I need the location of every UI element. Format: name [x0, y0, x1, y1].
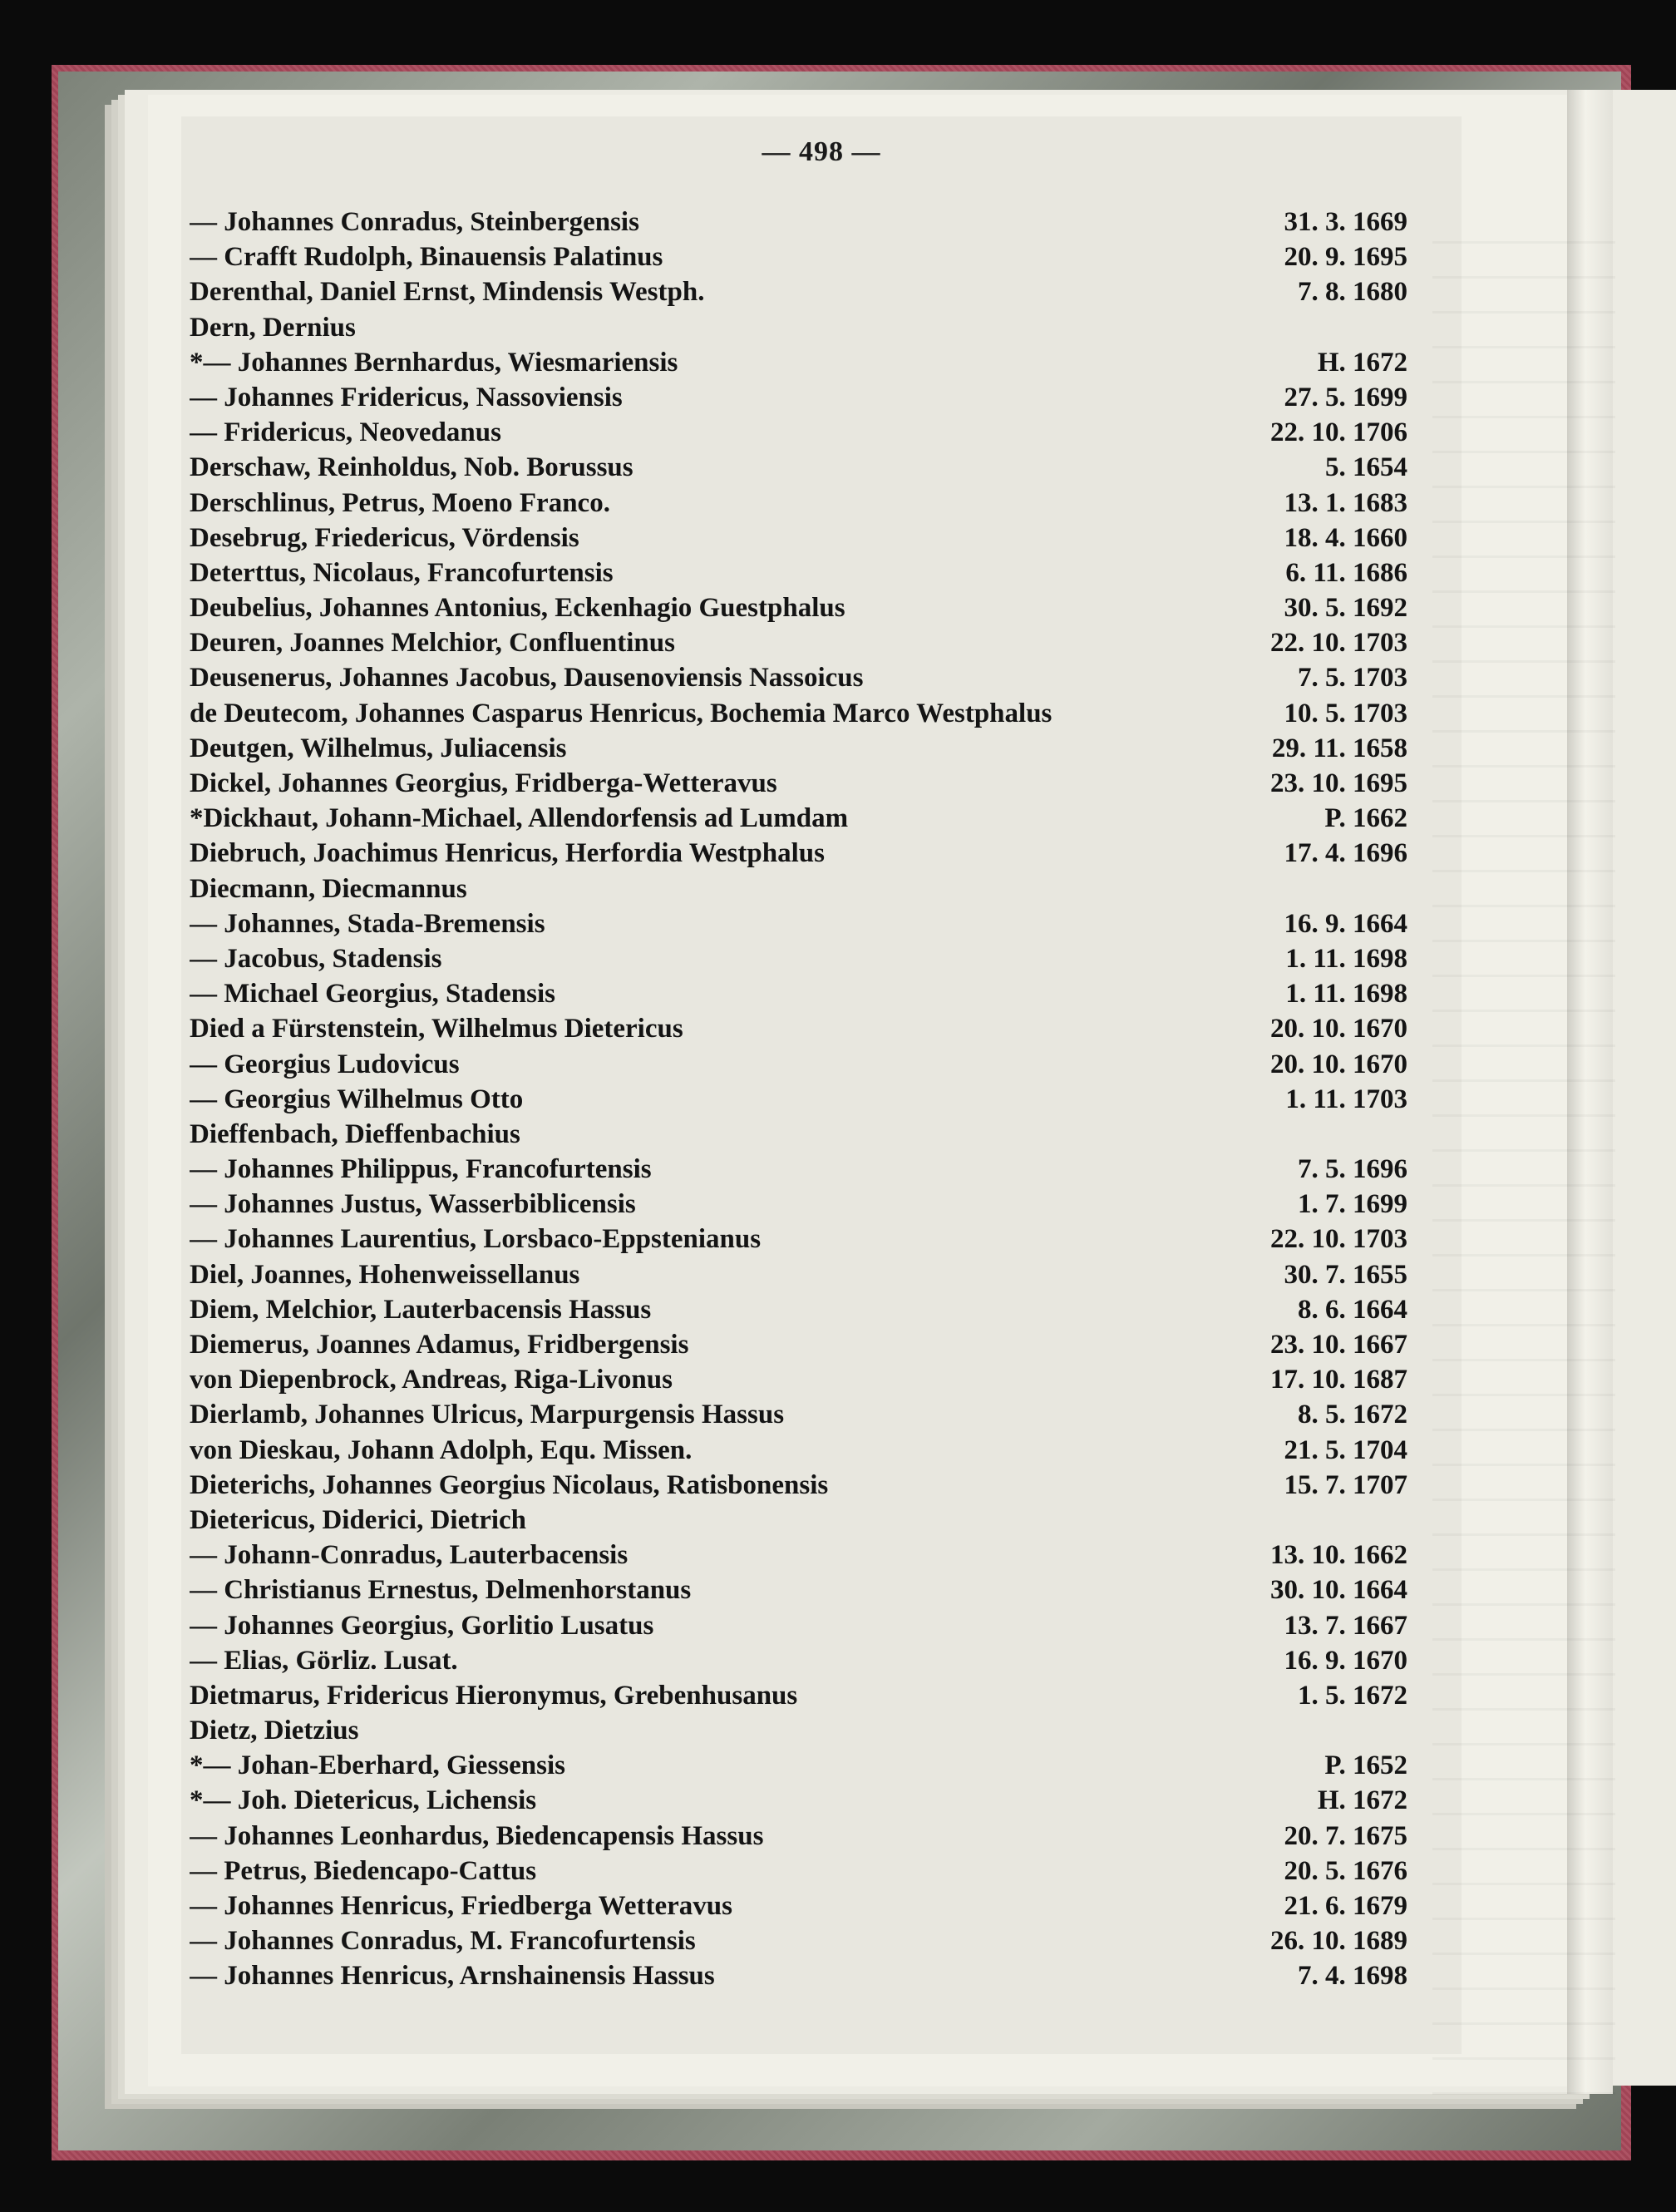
- entry-date: 16. 9. 1670: [1284, 1645, 1407, 1676]
- entry-name: Dickel, Johannes Georgius, Fridberga-Wetteravus: [190, 768, 777, 798]
- register-entry: [190, 590, 1407, 625]
- entry-date: H. 1672: [1317, 1785, 1407, 1816]
- register-entry: [190, 239, 1407, 274]
- entry-date: 21. 5. 1704: [1284, 1434, 1407, 1465]
- register-entry: [190, 1854, 1407, 1889]
- entry-name: Dieterichs, Johannes Georgius Nicolaus, Ratisbonensis: [190, 1469, 829, 1500]
- entry-date: 7. 4. 1698: [1298, 1961, 1407, 1992]
- entry-date: 10. 5. 1703: [1284, 698, 1407, 728]
- register-entry: [190, 1468, 1407, 1503]
- entry-date: 8. 5. 1672: [1298, 1400, 1407, 1430]
- entry-name: Diel, Joannes, Hohenweissellanus: [190, 1259, 580, 1290]
- entry-date: 31. 3. 1669: [1284, 207, 1407, 237]
- register-entry: [190, 1538, 1407, 1573]
- entry-name: — Johannes Leonhardus, Biedencapensis Hassus: [190, 1820, 764, 1851]
- register-entry: [190, 274, 1407, 309]
- entry-name: Diecmann, Diecmannus: [190, 873, 467, 904]
- entry-name: Dierlamb, Johannes Ulricus, Marpurgensis Hassus: [190, 1400, 785, 1430]
- entry-date: 20. 7. 1675: [1284, 1820, 1407, 1851]
- entry-name: Dietericus, Diderici, Dietrich: [190, 1504, 527, 1535]
- entry-date: 7. 5. 1703: [1298, 663, 1407, 694]
- register-entry: [190, 1222, 1407, 1257]
- register-entry: [190, 1257, 1407, 1292]
- register-entry: [190, 1889, 1407, 1923]
- register-entry: [190, 660, 1407, 695]
- entry-name: Desebrug, Friedericus, Vördensis: [190, 522, 579, 553]
- entry-date: 20. 9. 1695: [1284, 242, 1407, 273]
- register-entry: [190, 1503, 1407, 1538]
- entry-date: 29. 11. 1658: [1271, 733, 1407, 763]
- register-entry: [190, 1433, 1407, 1468]
- entry-date: 23. 10. 1667: [1270, 1330, 1407, 1360]
- entry-name: — Johannes Philippus, Francofurtensis: [190, 1154, 652, 1185]
- entry-date: 1. 11. 1703: [1285, 1084, 1407, 1114]
- register-entry: [190, 1783, 1407, 1818]
- entry-name: — Georgius Wilhelmus Otto: [190, 1084, 524, 1114]
- entry-date: 20. 10. 1670: [1270, 1014, 1407, 1044]
- register-entry: [190, 976, 1407, 1011]
- register-entry: [190, 380, 1407, 415]
- entry-date: 17. 10. 1687: [1270, 1365, 1407, 1395]
- register-entry: [190, 1362, 1407, 1397]
- entry-date: 18. 4. 1660: [1284, 522, 1407, 553]
- entry-name: — Petrus, Biedencapo-Cattus: [190, 1855, 537, 1886]
- entry-date: H. 1672: [1317, 347, 1407, 378]
- entry-date: 1. 11. 1698: [1285, 943, 1407, 974]
- register-entry: [190, 1152, 1407, 1187]
- register-entry: [190, 1187, 1407, 1222]
- entry-date: 20. 10. 1670: [1270, 1049, 1407, 1079]
- entry-name: — Johann-Conradus, Lauterbacensis: [190, 1540, 628, 1571]
- entry-name: *Dickhaut, Johann-Michael, Allendorfensis ad Lumdam: [190, 803, 849, 834]
- entry-date: 15. 7. 1707: [1284, 1469, 1407, 1500]
- entry-date: 30. 7. 1655: [1284, 1259, 1407, 1290]
- register-entry: [190, 1573, 1407, 1607]
- entry-name: — Johannes Conradus, Steinbergensis: [190, 207, 639, 237]
- entry-date: 22. 10. 1703: [1270, 628, 1407, 659]
- entry-date: 23. 10. 1695: [1270, 768, 1407, 798]
- entry-date: 13. 1. 1683: [1284, 487, 1407, 518]
- register-entry: [190, 941, 1407, 976]
- entry-name: Dieffenbach, Dieffenbachius: [190, 1118, 520, 1149]
- entry-name: Deubelius, Johannes Antonius, Eckenhagio Guestphalus: [190, 593, 845, 624]
- page-number: — 498 —: [762, 136, 881, 167]
- entry-date: 17. 4. 1696: [1284, 838, 1407, 869]
- entry-date: 8. 6. 1664: [1298, 1294, 1407, 1325]
- entry-date: 16. 9. 1664: [1284, 908, 1407, 939]
- register-entry: [190, 310, 1407, 345]
- register-entry: [190, 1608, 1407, 1643]
- right-page-sliver: [1613, 90, 1676, 2086]
- entry-date: 30. 5. 1692: [1284, 593, 1407, 624]
- entry-name: Died a Fürstenstein, Wilhelmus Dietericus: [190, 1014, 683, 1044]
- entry-date: 20. 5. 1676: [1284, 1855, 1407, 1886]
- register-entry: [190, 555, 1407, 590]
- entry-date: P. 1662: [1324, 803, 1407, 834]
- entry-date: 13. 7. 1667: [1284, 1610, 1407, 1641]
- register-entry: [190, 1397, 1407, 1432]
- register-entry: [190, 1923, 1407, 1958]
- entry-name: *— Joh. Dietericus, Lichensis: [190, 1785, 537, 1816]
- entry-name: — Johannes Conradus, M. Francofurtensis: [190, 1926, 696, 1957]
- register-entries: [190, 205, 1407, 1994]
- entry-date: 1. 5. 1672: [1298, 1680, 1407, 1711]
- register-entry: [190, 1327, 1407, 1362]
- register-entry: [190, 871, 1407, 906]
- entry-name: Deuren, Joannes Melchior, Confluentinus: [190, 628, 675, 659]
- entry-name: Diem, Melchior, Lauterbacensis Hassus: [190, 1294, 652, 1325]
- entry-name: — Elias, Görliz. Lusat.: [190, 1645, 458, 1676]
- register-entry: [190, 486, 1407, 521]
- register-entry: [190, 1082, 1407, 1117]
- register-entry: [190, 1748, 1407, 1783]
- printed-text-block: [181, 116, 1462, 2054]
- entry-name: Deusenerus, Johannes Jacobus, Dausenoviensis Nassoicus: [190, 663, 864, 694]
- entry-name: — Johannes Henricus, Friedberga Wetteravus: [190, 1891, 732, 1921]
- entry-name: — Michael Georgius, Stadensis: [190, 979, 556, 1010]
- register-entry: [190, 1958, 1407, 1993]
- register-entry: [190, 836, 1407, 871]
- register-entry: [190, 1292, 1407, 1327]
- entry-date: 30. 10. 1664: [1270, 1575, 1407, 1606]
- entry-date: 22. 10. 1703: [1270, 1224, 1407, 1255]
- entry-name: — Fridericus, Neovedanus: [190, 417, 501, 448]
- register-entry: [190, 731, 1407, 766]
- entry-name: Dietmarus, Fridericus Hieronymus, Grebenhusanus: [190, 1680, 798, 1711]
- entry-date: 13. 10. 1662: [1270, 1540, 1407, 1571]
- register-entry: [190, 801, 1407, 836]
- entry-name: Diemerus, Joannes Adamus, Fridbergensis: [190, 1330, 689, 1360]
- entry-name: — Jacobus, Stadensis: [190, 943, 442, 974]
- register-entry: [190, 696, 1407, 731]
- register-entry: [190, 1011, 1407, 1046]
- entry-name: *— Johan-Eberhard, Giessensis: [190, 1750, 565, 1781]
- entry-date: 6. 11. 1686: [1285, 557, 1407, 588]
- register-entry: [190, 521, 1407, 555]
- entry-date: P. 1652: [1324, 1750, 1407, 1781]
- entry-name: Dern, Dernius: [190, 312, 356, 343]
- entry-name: Deutgen, Wilhelmus, Juliacensis: [190, 733, 567, 763]
- entry-name: — Georgius Ludovicus: [190, 1049, 460, 1079]
- entry-name: von Dieskau, Johann Adolph, Equ. Missen.: [190, 1434, 693, 1465]
- entry-date: 26. 10. 1689: [1270, 1926, 1407, 1957]
- entry-name: — Johannes Georgius, Gorlitio Lusatus: [190, 1610, 654, 1641]
- register-entry: [190, 1713, 1407, 1748]
- entry-date: 1. 7. 1699: [1298, 1189, 1407, 1220]
- entry-name: — Johannes Henricus, Arnshainensis Hassus: [190, 1961, 715, 1992]
- register-entry: [190, 766, 1407, 801]
- bleed-through-shadow: [1432, 241, 1615, 2112]
- register-entry: [190, 1117, 1407, 1152]
- entry-name: Derenthal, Daniel Ernst, Mindensis Westph.: [190, 277, 705, 308]
- entry-date: 7. 8. 1680: [1298, 277, 1407, 308]
- register-entry: [190, 1643, 1407, 1678]
- entry-name: — Christianus Ernestus, Delmenhorstanus: [190, 1575, 692, 1606]
- entry-name: de Deutecom, Johannes Casparus Henricus, Bochemia Marco Westphalus: [190, 698, 1052, 728]
- entry-name: Diebruch, Joachimus Henricus, Herfordia Westphalus: [190, 838, 825, 869]
- entry-date: 5. 1654: [1325, 452, 1407, 483]
- entry-date: 7. 5. 1696: [1298, 1154, 1407, 1185]
- entry-name: Deterttus, Nicolaus, Francofurtensis: [190, 557, 614, 588]
- register-entry: [190, 1678, 1407, 1713]
- register-entry: [190, 625, 1407, 660]
- entry-name: — Johannes, Stada-Bremensis: [190, 908, 545, 939]
- entry-name: Derschaw, Reinholdus, Nob. Borussus: [190, 452, 633, 483]
- entry-name: — Johannes Laurentius, Lorsbaco-Eppstenianus: [190, 1224, 762, 1255]
- register-entry: [190, 1819, 1407, 1854]
- register-entry: [190, 345, 1407, 380]
- entry-name: — Johannes Justus, Wasserbiblicensis: [190, 1189, 636, 1220]
- entry-date: 27. 5. 1699: [1284, 382, 1407, 412]
- register-entry: [190, 450, 1407, 485]
- entry-date: 22. 10. 1706: [1270, 417, 1407, 448]
- entry-name: — Johannes Fridericus, Nassoviensis: [190, 382, 623, 412]
- register-entry: [190, 415, 1407, 450]
- entry-name: — Crafft Rudolph, Binauensis Palatinus: [190, 242, 663, 273]
- entry-name: Derschlinus, Petrus, Moeno Franco.: [190, 487, 610, 518]
- entry-name: Dietz, Dietzius: [190, 1716, 359, 1746]
- entry-date: 1. 11. 1698: [1285, 979, 1407, 1010]
- register-entry: [190, 906, 1407, 941]
- entry-name: *— Johannes Bernhardus, Wiesmariensis: [190, 347, 678, 378]
- entry-name: von Diepenbrock, Andreas, Riga-Livonus: [190, 1365, 673, 1395]
- entry-date: 21. 6. 1679: [1284, 1891, 1407, 1921]
- register-entry: [190, 1047, 1407, 1082]
- register-entry: [190, 205, 1407, 239]
